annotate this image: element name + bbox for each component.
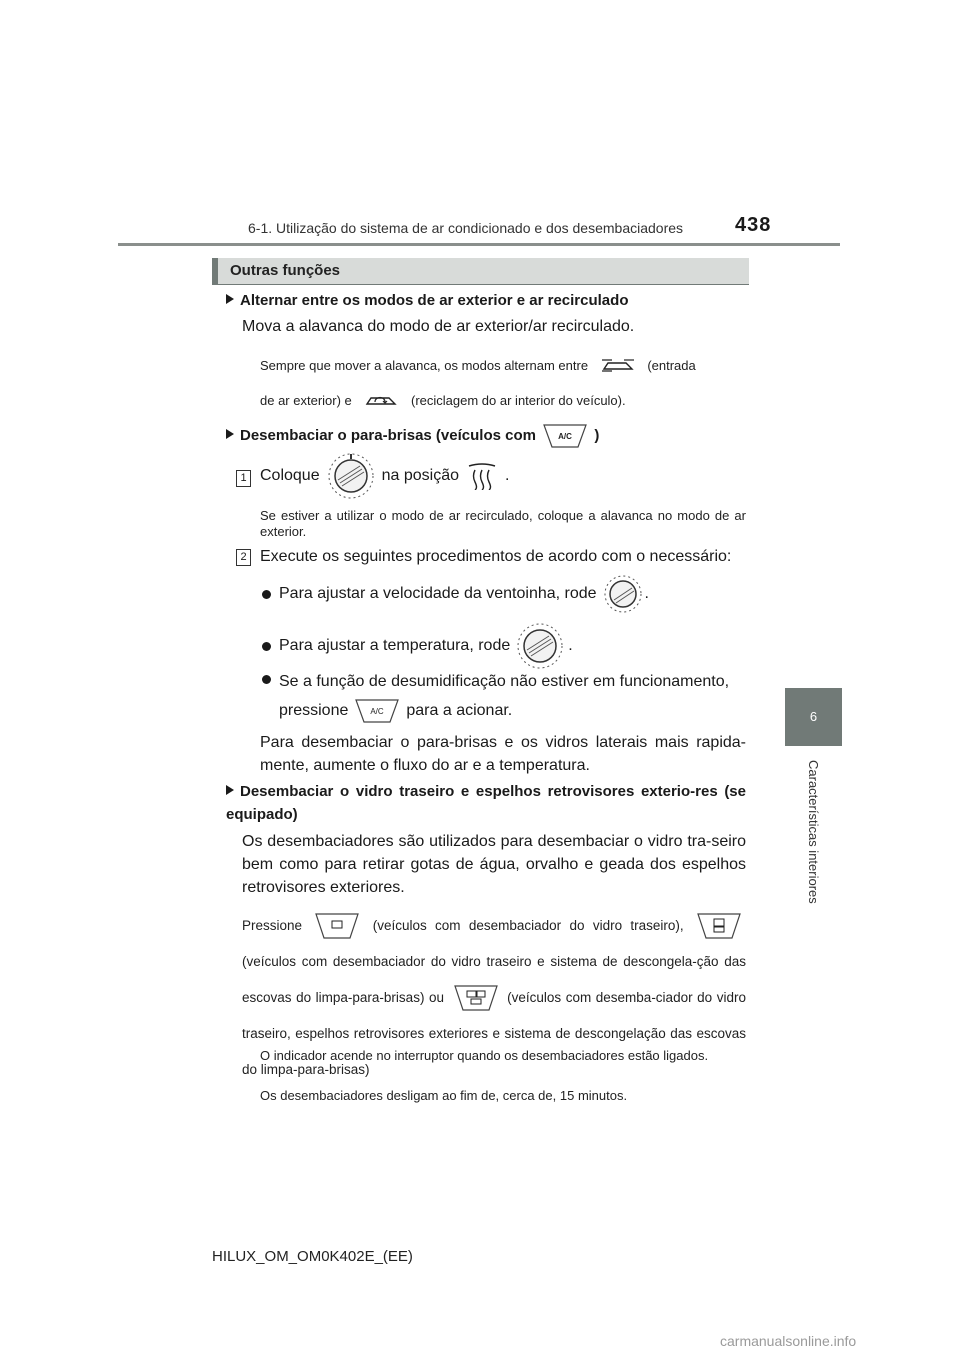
fan-speed-dial-icon: [603, 574, 643, 614]
windshield-defog-icon: [465, 462, 499, 490]
bullet-dot-icon: [262, 642, 271, 651]
footer-code: HILUX_OM_OM0K402E_(EE): [212, 1248, 413, 1265]
page-number: 438: [735, 214, 772, 236]
rear-mirror-wiper-defogger-button-icon: [453, 984, 499, 1012]
rear-press-instructions: Pressione (veículos com desembaciador do vidro traseiro), (veículos com desembaciador do vidro traseiro e sistema de descongela-ção das escovas do limpa-para-brisas) ou (veículos com desemba-ciador do vidro traseiro, espelhos retrovisores exteriores e sistema de descongelação das escovas do limpa-para-brisas): [242, 908, 746, 1088]
triangle-bullet-icon: [226, 294, 234, 304]
step-number: 1: [236, 470, 251, 487]
recirc-text: Mova a alavanca do modo de ar exterior/ar recirculado.: [242, 318, 635, 335]
step1-text: Coloque na posição .: [260, 451, 509, 501]
chapter-tab: 6: [785, 688, 842, 746]
ac-button-icon: [542, 423, 588, 449]
ac-button-icon: [354, 698, 400, 724]
rear-note-timer: Os desembaciadores desligam ao fim de, cerca de, 15 minutos.: [260, 1088, 628, 1103]
svg-text:A/C: A/C: [558, 432, 573, 441]
header-title: 6-1. Utilização do sistema de ar condicionado e dos desembaciadores: [248, 220, 684, 236]
outside-air-icon: [600, 357, 636, 373]
recirc-heading: Alternar entre os modos de ar exterior e ar recirculado: [226, 292, 628, 309]
dehumidify-bullet-cont: pressione A/C para a acionar.: [279, 697, 512, 725]
mode-dial-icon: [326, 451, 376, 501]
defog-paragraph: Para desembaciar o para-brisas e os vidros laterais mais rapida-mente, aumente o fluxo do ar e a temperatura.: [260, 734, 746, 774]
section-title: Outras funções: [230, 262, 341, 279]
rear-text: Os desembaciadores são utilizados para desembaciar o vidro tra-seiro bem como para retirar gotas de água, orvalho e geada dos espelhos retrovisores exteriores.: [242, 833, 746, 896]
svg-text:A/C: A/C: [370, 707, 385, 716]
rear-wiper-defogger-button-icon: [696, 912, 742, 940]
fan-speed-bullet: Para ajustar a velocidade da ventoinha, rode .: [262, 576, 649, 612]
step2-text: Execute os seguintes procedimentos de acordo com o necessário:: [260, 548, 732, 565]
step-number: 2: [236, 549, 251, 566]
rear-note-indicator: O indicador acende no interruptor quando os desembaciadores estão ligados.: [260, 1048, 709, 1063]
recirculate-air-icon: [363, 392, 399, 408]
temperature-bullet: Para ajustar a temperatura, rode .: [262, 622, 573, 670]
defog-heading: Desembaciar o para-brisas (veículos com A/C ): [226, 423, 599, 449]
temperature-dial-icon: [516, 622, 564, 670]
rear-heading: Desembaciar o vidro traseiro e espelhos retrovisores exterio-res (se equipado): [226, 783, 746, 823]
step1-note: Se estiver a utilizar o modo de ar recirculado, coloque a alavanca no modo de ar exterior.: [260, 508, 746, 539]
chapter-label: Características interiores: [806, 760, 821, 904]
recirc-note-line2: de ar exterior) e (reciclagem do ar interior do veículo).: [260, 393, 626, 408]
header-rule: [118, 243, 840, 246]
recirc-note-line1: Sempre que mover a alavanca, os modos alternam entre (entrada: [260, 358, 696, 373]
watermark: carmanualsonline.info: [720, 1333, 857, 1349]
rear-defogger-button-icon: [314, 912, 360, 940]
triangle-bullet-icon: [226, 785, 234, 795]
triangle-bullet-icon: [226, 429, 234, 439]
section-rule: [212, 284, 749, 285]
bullet-dot-icon: [262, 590, 271, 599]
bullet-dot-icon: [262, 675, 271, 684]
section-heading: [212, 258, 749, 284]
dehumidify-bullet: Se a função de desumidificação não estiver em funcionamento,: [262, 673, 729, 691]
